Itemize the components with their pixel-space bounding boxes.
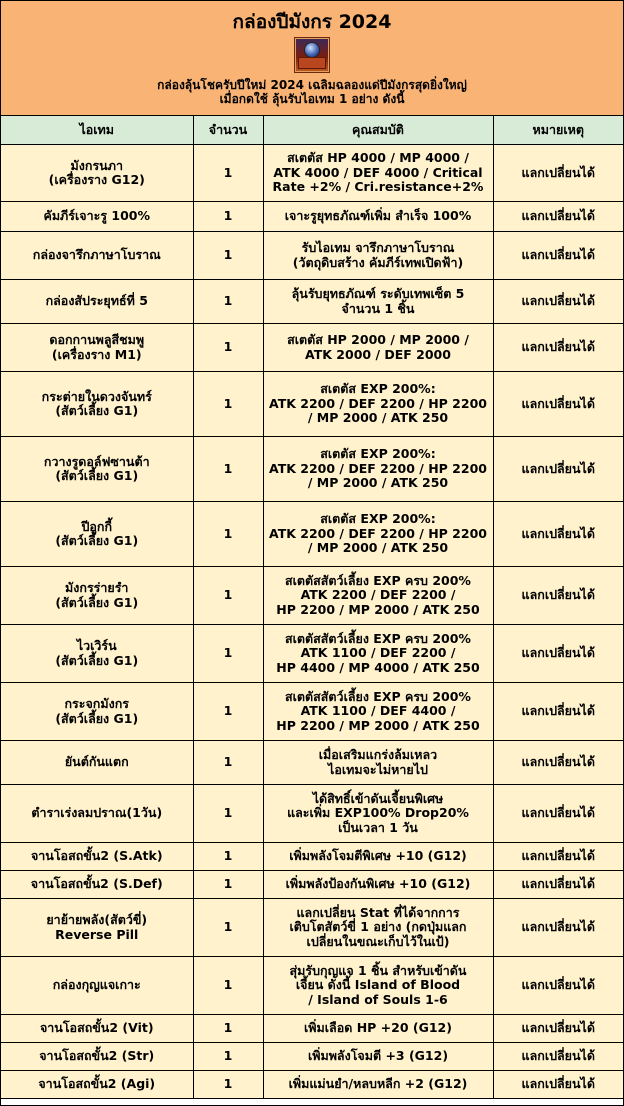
table-row	[1, 741, 623, 785]
note-cell: แลกเปลี่ยนได้	[493, 567, 623, 625]
table-row	[1, 785, 623, 843]
item-name-cell: กวางรูดอล์ฟซานต้า (สัตว์เลี้ยง G1)	[1, 437, 193, 502]
quantity-cell: 1	[193, 785, 263, 843]
quantity-cell: 1	[193, 741, 263, 785]
table-row	[1, 625, 623, 683]
quantity-cell: 1	[193, 843, 263, 871]
note-cell: แลกเปลี่ยนได้	[493, 741, 623, 785]
properties-cell: สเตตัส HP 4000 / MP 4000 / ATK 4000 / DEF 4000 / Critical Rate +2% / Cri.resistance+2%	[263, 145, 493, 202]
item-name-cell: จานโอสถขั้น2 (S.Atk)	[1, 843, 193, 871]
item-name-cell: กล่องจารึกภาษาโบราณ	[1, 232, 193, 280]
quantity-cell: 1	[193, 957, 263, 1015]
item-name-cell: จานโอสถขั้น2 (S.Def)	[1, 871, 193, 899]
quantity-cell: 1	[193, 502, 263, 567]
properties-cell: ลุ้นรับยุทธภัณฑ์ ระดับเทพเซ็ต 5 จำนวน 1 ชิ้น	[263, 280, 493, 324]
note-cell: แลกเปลี่ยนได้	[493, 372, 623, 437]
item-name-cell: กล่องกุญแจเกาะ	[1, 957, 193, 1015]
table-row	[1, 1071, 623, 1099]
table-header-row	[1, 116, 623, 145]
properties-cell: เพิ่มพลังป้องกันพิเศษ +10 (G12)	[263, 871, 493, 899]
note-cell: แลกเปลี่ยนได้	[493, 625, 623, 683]
table-row	[1, 324, 623, 372]
item-name-cell: ตำราเร่งลมปราณ(1วัน)	[1, 785, 193, 843]
table-row	[1, 1015, 623, 1043]
table-row	[1, 567, 623, 625]
item-name-cell: ยันต์กันแตก	[1, 741, 193, 785]
quantity-cell: 1	[193, 145, 263, 202]
quantity-cell: 1	[193, 567, 263, 625]
table-row	[1, 899, 623, 957]
note-cell: แลกเปลี่ยนได้	[493, 1043, 623, 1071]
item-name-cell: กระต่ายในดวงจันทร์ (สัตว์เลี้ยง G1)	[1, 372, 193, 437]
items-table	[1, 116, 623, 1099]
chest-shape	[298, 57, 326, 69]
item-name-cell: จานโอสถขั้น2 (Vit)	[1, 1015, 193, 1043]
table-row	[1, 871, 623, 899]
note-cell: แลกเปลี่ยนได้	[493, 899, 623, 957]
properties-cell: สเตตัส EXP 200%: ATK 2200 / DEF 2200 / HP 2200 / MP 2000 / ATK 250	[263, 502, 493, 567]
properties-cell: ได้สิทธิ์เข้าดันเจี้ยนพิเศษ และเพิ่ม EXP100% Drop20% เป็นเวลา 1 วัน	[263, 785, 493, 843]
note-cell: แลกเปลี่ยนได้	[493, 871, 623, 899]
item-name-cell: กล่องสัประยุทธ์ที่ 5	[1, 280, 193, 324]
table-row	[1, 683, 623, 741]
table-row	[1, 202, 623, 232]
header	[1, 1, 623, 116]
item-name-cell: มังกรร่ายรำ (สัตว์เลี้ยง G1)	[1, 567, 193, 625]
quantity-cell: 1	[193, 280, 263, 324]
item-name-cell: จานโอสถขั้น2 (Str)	[1, 1043, 193, 1071]
column-header-properties: คุณสมบัติ	[263, 116, 493, 145]
table-row	[1, 1043, 623, 1071]
properties-cell: เพิ่มเลือด HP +20 (G12)	[263, 1015, 493, 1043]
item-name-cell: ดอกกานพลูสีชมพู (เครื่องราง M1)	[1, 324, 193, 372]
table-row	[1, 280, 623, 324]
table-body	[1, 145, 623, 1099]
page-title: กล่องปีมังกร 2024	[232, 11, 392, 33]
properties-cell: สเตตัส EXP 200%: ATK 2200 / DEF 2200 / HP 2200 / MP 2000 / ATK 250	[263, 437, 493, 502]
properties-cell: แลกเปลี่ยน Stat ที่ได้จากการ เติบโตสัตว์ขี่ 1 อย่าง (กดปุ่มแลก เปลี่ยนในขณะเก็บไว้ในเป้)	[263, 899, 493, 957]
table-row	[1, 372, 623, 437]
quantity-cell: 1	[193, 232, 263, 280]
note-cell: แลกเปลี่ยนได้	[493, 232, 623, 280]
column-header-note: หมายเหตุ	[493, 116, 623, 145]
note-cell: แลกเปลี่ยนได้	[493, 1071, 623, 1099]
quantity-cell: 1	[193, 1043, 263, 1071]
quantity-cell: 1	[193, 899, 263, 957]
table-row	[1, 957, 623, 1015]
table-row	[1, 232, 623, 280]
description-line-2: เมื่อกดใช้ ลุ้นรับไอเทม 1 อย่าง ดังนี้	[219, 92, 405, 106]
table-row	[1, 145, 623, 202]
table-row	[1, 843, 623, 871]
properties-cell: เมื่อเสริมแกร่งล้มเหลว ไอเทมจะไม่หายไป	[263, 741, 493, 785]
item-name-cell: คัมภีร์เจาะรู 100%	[1, 202, 193, 232]
gem-shape	[304, 42, 320, 58]
column-header-quantity: จำนวน	[193, 116, 263, 145]
quantity-cell: 1	[193, 871, 263, 899]
quantity-cell: 1	[193, 1015, 263, 1043]
note-cell: แลกเปลี่ยนได้	[493, 145, 623, 202]
column-header-item: ไอเทม	[1, 116, 193, 145]
note-cell: แลกเปลี่ยนได้	[493, 280, 623, 324]
properties-cell: เพิ่มแม่นยำ/หลบหลีก +2 (G12)	[263, 1071, 493, 1099]
note-cell: แลกเปลี่ยนได้	[493, 957, 623, 1015]
properties-cell: สุ่มรับกุญแจ 1 ชิ้น สำหรับเข้าดัน เจี้ยน ดังนี้ Island of Blood / Island of Souls 1-6	[263, 957, 493, 1015]
properties-cell: เพิ่มพลังโจมตี +3 (G12)	[263, 1043, 493, 1071]
table-row	[1, 437, 623, 502]
note-cell: แลกเปลี่ยนได้	[493, 843, 623, 871]
note-cell: แลกเปลี่ยนได้	[493, 1015, 623, 1043]
note-cell: แลกเปลี่ยนได้	[493, 683, 623, 741]
properties-cell: รับไอเทม จารึกภาษาโบราณ (วัตถุดิบสร้าง คัมภีร์เทพเปิดฟ้า)	[263, 232, 493, 280]
note-cell: แลกเปลี่ยนได้	[493, 785, 623, 843]
properties-cell: เพิ่มพลังโจมตีพิเศษ +10 (G12)	[263, 843, 493, 871]
header-description	[1, 78, 623, 106]
note-cell: แลกเปลี่ยนได้	[493, 502, 623, 567]
item-name-cell: ยาย้ายพลัง(สัตว์ขี่) Reverse Pill	[1, 899, 193, 957]
note-cell: แลกเปลี่ยนได้	[493, 324, 623, 372]
item-name-cell: กระจกมังกร (สัตว์เลี้ยง G1)	[1, 683, 193, 741]
item-name-cell: จานโอสถขั้น2 (Agi)	[1, 1071, 193, 1099]
quantity-cell: 1	[193, 1071, 263, 1099]
table-row	[1, 502, 623, 567]
quantity-cell: 1	[193, 625, 263, 683]
properties-cell: สเตตัสสัตว์เลี้ยง EXP ครบ 200% ATK 1100 / DEF 2200 / HP 4400 / MP 4000 / ATK 250	[263, 625, 493, 683]
quantity-cell: 1	[193, 683, 263, 741]
quantity-cell: 1	[193, 202, 263, 232]
quantity-cell: 1	[193, 324, 263, 372]
properties-cell: สเตตัสสัตว์เลี้ยง EXP ครบ 200% ATK 1100 / DEF 4400 / HP 2200 / MP 2000 / ATK 250	[263, 683, 493, 741]
note-cell: แลกเปลี่ยนได้	[493, 437, 623, 502]
properties-cell: สเตตัสสัตว์เลี้ยง EXP ครบ 200% ATK 2200 / DEF 2200 / HP 2200 / MP 2000 / ATK 250	[263, 567, 493, 625]
properties-cell: สเตตัส HP 2000 / MP 2000 / ATK 2000 / DEF 2000	[263, 324, 493, 372]
properties-cell: เจาะรูยุทธภัณฑ์เพิ่ม สำเร็จ 100%	[263, 202, 493, 232]
properties-cell: สเตตัส EXP 200%: ATK 2200 / DEF 2200 / HP 2200 / MP 2000 / ATK 250	[263, 372, 493, 437]
description-line-1: กล่องลุ้นโชครับปีใหม่ 2024 เฉลิมฉลองแด่ปีมังกรสุดยิ่งใหญ่	[157, 78, 467, 92]
item-name-cell: ปีอูกกี้ (สัตว์เลี้ยง G1)	[1, 502, 193, 567]
dragon-box-icon	[294, 37, 330, 73]
note-cell: แลกเปลี่ยนได้	[493, 202, 623, 232]
item-name-cell: มังกรนภา (เครื่องราง G12)	[1, 145, 193, 202]
quantity-cell: 1	[193, 437, 263, 502]
item-name-cell: ไวเวิร์น (สัตว์เลี้ยง G1)	[1, 625, 193, 683]
quantity-cell: 1	[193, 372, 263, 437]
